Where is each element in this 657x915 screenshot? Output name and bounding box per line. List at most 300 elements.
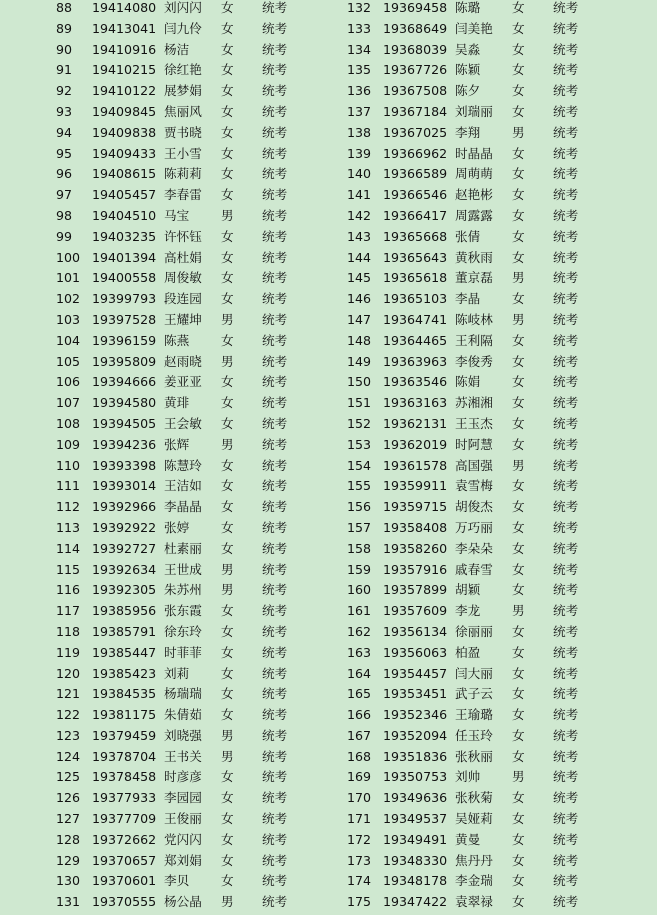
student-sex: 男 <box>512 769 525 785</box>
admission-type: 统考 <box>553 623 579 639</box>
student-id: 19395809 <box>92 353 157 369</box>
student-id: 19357899 <box>383 582 448 598</box>
row-number: 167 <box>347 727 372 743</box>
student-name: 袁雪梅 <box>455 478 493 494</box>
admission-type: 统考 <box>262 83 288 99</box>
student-sex: 男 <box>512 124 525 140</box>
student-sex: 女 <box>512 103 525 119</box>
admission-type: 统考 <box>262 665 288 681</box>
student-name: 张婷 <box>164 519 190 535</box>
student-sex: 女 <box>221 478 234 494</box>
student-id: 19377933 <box>92 790 157 806</box>
admission-type: 统考 <box>262 436 288 452</box>
row-number: 130 <box>56 873 81 889</box>
student-sex: 女 <box>221 519 234 535</box>
student-name: 张辉 <box>164 436 190 452</box>
student-sex: 女 <box>512 894 525 910</box>
student-name: 黄琲 <box>164 395 190 411</box>
admission-type: 统考 <box>553 291 579 307</box>
student-sex: 女 <box>512 166 525 182</box>
student-id: 19361578 <box>383 457 448 473</box>
student-name: 马宝 <box>164 207 190 223</box>
student-id: 19365643 <box>383 249 448 265</box>
student-sex: 女 <box>512 415 525 431</box>
student-sex: 女 <box>221 499 234 515</box>
row-number: 120 <box>56 665 81 681</box>
admission-type: 统考 <box>262 249 288 265</box>
student-name: 张倩 <box>455 228 481 244</box>
student-name: 李贝 <box>164 873 190 889</box>
admission-type: 统考 <box>262 187 288 203</box>
student-name: 姜亚亚 <box>164 374 202 390</box>
student-name: 王玉杰 <box>455 415 493 431</box>
student-id: 19393398 <box>92 457 157 473</box>
student-id: 19366417 <box>383 207 448 223</box>
admission-type: 统考 <box>553 311 579 327</box>
student-sex: 女 <box>221 124 234 140</box>
student-sex: 男 <box>221 353 234 369</box>
student-sex: 男 <box>512 603 525 619</box>
student-sex: 女 <box>221 644 234 660</box>
student-id: 19353451 <box>383 686 448 702</box>
student-name: 刘晓强 <box>164 727 202 743</box>
row-number: 118 <box>56 623 81 639</box>
row-number: 160 <box>347 582 372 598</box>
row-number: 121 <box>56 686 81 702</box>
admission-type: 统考 <box>553 748 579 764</box>
admission-type: 统考 <box>553 873 579 889</box>
row-number: 90 <box>56 41 73 57</box>
row-number: 112 <box>56 499 81 515</box>
student-name: 时阿慧 <box>455 436 493 452</box>
student-name: 闫大丽 <box>455 665 493 681</box>
student-id: 19385956 <box>92 603 157 619</box>
student-sex: 女 <box>512 873 525 889</box>
admission-type: 统考 <box>553 665 579 681</box>
student-id: 19367726 <box>383 62 448 78</box>
admission-type: 统考 <box>553 519 579 535</box>
admission-type: 统考 <box>553 103 579 119</box>
admission-type: 统考 <box>553 353 579 369</box>
student-id: 19392727 <box>92 540 157 556</box>
student-name: 王洁如 <box>164 478 202 494</box>
admission-type: 统考 <box>262 124 288 140</box>
admission-type: 统考 <box>262 540 288 556</box>
student-sex: 男 <box>221 561 234 577</box>
student-sex: 女 <box>512 748 525 764</box>
student-name: 刘闪闪 <box>164 0 202 15</box>
student-sex: 女 <box>512 790 525 806</box>
student-id: 19349636 <box>383 790 448 806</box>
student-id: 19365618 <box>383 270 448 286</box>
student-id: 19409433 <box>92 145 157 161</box>
admission-type: 统考 <box>553 707 579 723</box>
admission-type: 统考 <box>553 83 579 99</box>
student-id: 19350753 <box>383 769 448 785</box>
student-id: 19394505 <box>92 415 157 431</box>
row-number: 123 <box>56 727 81 743</box>
row-number: 93 <box>56 103 73 119</box>
student-name: 周俊敏 <box>164 270 202 286</box>
student-id: 19397528 <box>92 311 157 327</box>
student-id: 19392922 <box>92 519 157 535</box>
student-id: 19356134 <box>383 623 448 639</box>
student-sex: 女 <box>512 686 525 702</box>
student-name: 黄秋雨 <box>455 249 493 265</box>
admission-type: 统考 <box>553 145 579 161</box>
student-name: 王书关 <box>164 748 202 764</box>
row-number: 134 <box>347 41 372 57</box>
student-sex: 女 <box>221 395 234 411</box>
student-id: 19363163 <box>383 395 448 411</box>
student-name: 闫九伶 <box>164 20 202 36</box>
admission-type: 统考 <box>262 0 288 15</box>
student-name: 周露露 <box>455 207 493 223</box>
student-name: 王瑜璐 <box>455 707 493 723</box>
student-sex: 女 <box>512 811 525 827</box>
admission-type: 统考 <box>553 686 579 702</box>
student-id: 19393014 <box>92 478 157 494</box>
student-sex: 女 <box>512 644 525 660</box>
row-number: 132 <box>347 0 372 15</box>
student-id: 19400558 <box>92 270 157 286</box>
admission-type: 统考 <box>553 166 579 182</box>
admission-type: 统考 <box>262 415 288 431</box>
student-sex: 女 <box>221 0 234 15</box>
admission-type: 统考 <box>553 582 579 598</box>
student-id: 19357609 <box>383 603 448 619</box>
student-sex: 女 <box>512 623 525 639</box>
row-number: 128 <box>56 831 81 847</box>
student-sex: 女 <box>512 395 525 411</box>
student-id: 19394236 <box>92 436 157 452</box>
student-name: 许怀钰 <box>164 228 202 244</box>
student-name: 董京磊 <box>455 270 493 286</box>
admission-type: 统考 <box>262 145 288 161</box>
student-name: 赵雨晓 <box>164 353 202 369</box>
student-name: 陈燕 <box>164 332 190 348</box>
row-number: 91 <box>56 62 73 78</box>
row-number: 126 <box>56 790 81 806</box>
admission-type: 统考 <box>553 852 579 868</box>
student-id: 19405457 <box>92 187 157 203</box>
student-sex: 男 <box>512 457 525 473</box>
student-id: 19414080 <box>92 0 157 15</box>
student-name: 高国强 <box>455 457 493 473</box>
student-sex: 女 <box>512 374 525 390</box>
row-number: 133 <box>347 20 372 36</box>
student-name: 王小雪 <box>164 145 202 161</box>
row-number: 115 <box>56 561 81 577</box>
row-number: 116 <box>56 582 81 598</box>
student-id: 19358260 <box>383 540 448 556</box>
row-number: 161 <box>347 603 372 619</box>
student-sex: 女 <box>512 145 525 161</box>
row-number: 145 <box>347 270 372 286</box>
admission-type: 统考 <box>262 291 288 307</box>
row-number: 159 <box>347 561 372 577</box>
student-sex: 男 <box>221 436 234 452</box>
admission-type: 统考 <box>262 62 288 78</box>
admission-type: 统考 <box>553 540 579 556</box>
student-id: 19349537 <box>383 811 448 827</box>
row-number: 106 <box>56 374 81 390</box>
student-name: 苏湘湘 <box>455 395 493 411</box>
row-number: 140 <box>347 166 372 182</box>
student-sex: 女 <box>512 478 525 494</box>
row-number: 101 <box>56 270 81 286</box>
admission-type: 统考 <box>553 41 579 57</box>
student-id: 19363546 <box>383 374 448 390</box>
student-id: 19408615 <box>92 166 157 182</box>
row-number: 155 <box>347 478 372 494</box>
row-number: 107 <box>56 395 81 411</box>
student-id: 19403235 <box>92 228 157 244</box>
row-number: 146 <box>347 291 372 307</box>
student-id: 19410916 <box>92 41 157 57</box>
admission-type: 统考 <box>262 831 288 847</box>
admission-type: 统考 <box>262 478 288 494</box>
student-id: 19351836 <box>383 748 448 764</box>
student-id: 19396159 <box>92 332 157 348</box>
row-number: 162 <box>347 623 372 639</box>
row-number: 109 <box>56 436 81 452</box>
student-sex: 女 <box>221 166 234 182</box>
student-id: 19359715 <box>383 499 448 515</box>
student-name: 李金瑞 <box>455 873 493 889</box>
row-number: 166 <box>347 707 372 723</box>
admission-type: 统考 <box>553 436 579 452</box>
row-number: 94 <box>56 124 73 140</box>
student-sex: 女 <box>512 852 525 868</box>
student-sex: 女 <box>221 187 234 203</box>
admission-type: 统考 <box>262 395 288 411</box>
student-name: 张秋丽 <box>455 748 493 764</box>
admission-type: 统考 <box>553 769 579 785</box>
row-number: 151 <box>347 395 372 411</box>
student-id: 19358408 <box>383 519 448 535</box>
row-number: 175 <box>347 894 372 910</box>
student-sex: 女 <box>221 790 234 806</box>
row-number: 144 <box>347 249 372 265</box>
admission-type: 统考 <box>262 790 288 806</box>
student-name: 黄曼 <box>455 831 481 847</box>
student-sex: 女 <box>512 707 525 723</box>
student-sex: 女 <box>512 291 525 307</box>
student-name: 吴淼 <box>455 41 481 57</box>
student-sex: 女 <box>221 623 234 639</box>
student-name: 贾书晓 <box>164 124 202 140</box>
row-number: 154 <box>347 457 372 473</box>
admission-type: 统考 <box>553 499 579 515</box>
row-number: 89 <box>56 20 73 36</box>
row-number: 100 <box>56 249 81 265</box>
student-sex: 女 <box>221 291 234 307</box>
admission-type: 统考 <box>553 207 579 223</box>
student-name: 李俊秀 <box>455 353 493 369</box>
admission-type: 统考 <box>262 603 288 619</box>
row-number: 97 <box>56 187 73 203</box>
student-id: 19347422 <box>383 894 448 910</box>
admission-type: 统考 <box>553 811 579 827</box>
student-id: 19394666 <box>92 374 157 390</box>
student-name: 袁翠禄 <box>455 894 493 910</box>
admission-type: 统考 <box>553 374 579 390</box>
student-sex: 男 <box>221 207 234 223</box>
student-sex: 女 <box>221 603 234 619</box>
admission-type: 统考 <box>262 332 288 348</box>
student-sex: 女 <box>512 83 525 99</box>
student-name: 郑刘娟 <box>164 852 202 868</box>
student-id: 19366962 <box>383 145 448 161</box>
student-id: 19352094 <box>383 727 448 743</box>
row-number: 148 <box>347 332 372 348</box>
row-number: 172 <box>347 831 372 847</box>
admission-type: 统考 <box>262 374 288 390</box>
row-number: 171 <box>347 811 372 827</box>
student-sex: 女 <box>221 415 234 431</box>
student-name: 李春雷 <box>164 187 202 203</box>
admission-type: 统考 <box>553 831 579 847</box>
row-number: 164 <box>347 665 372 681</box>
admission-type: 统考 <box>262 166 288 182</box>
student-name: 陈璐 <box>455 0 481 15</box>
student-id: 19385423 <box>92 665 157 681</box>
student-id: 19404510 <box>92 207 157 223</box>
admission-type: 统考 <box>262 686 288 702</box>
row-number: 153 <box>347 436 372 452</box>
row-number: 122 <box>56 707 81 723</box>
student-id: 19369458 <box>383 0 448 15</box>
student-name: 刘莉 <box>164 665 190 681</box>
student-sex: 女 <box>512 41 525 57</box>
student-sex: 女 <box>512 332 525 348</box>
student-sex: 女 <box>221 62 234 78</box>
row-number: 110 <box>56 457 81 473</box>
student-name: 徐丽丽 <box>455 623 493 639</box>
student-id: 19348178 <box>383 873 448 889</box>
student-sex: 女 <box>512 561 525 577</box>
row-number: 125 <box>56 769 81 785</box>
admission-type: 统考 <box>262 519 288 535</box>
student-id: 19348330 <box>383 852 448 868</box>
student-name: 陈夕 <box>455 83 481 99</box>
admission-type: 统考 <box>553 395 579 411</box>
student-sex: 女 <box>221 228 234 244</box>
admission-type: 统考 <box>262 852 288 868</box>
student-sex: 女 <box>221 249 234 265</box>
student-sex: 女 <box>221 811 234 827</box>
row-number: 129 <box>56 852 81 868</box>
student-sex: 女 <box>221 83 234 99</box>
row-number: 135 <box>347 62 372 78</box>
student-id: 19368649 <box>383 20 448 36</box>
student-id: 19359911 <box>383 478 448 494</box>
student-id: 19370601 <box>92 873 157 889</box>
student-id: 19366589 <box>383 166 448 182</box>
row-number: 98 <box>56 207 73 223</box>
row-number: 99 <box>56 228 73 244</box>
student-id: 19385447 <box>92 644 157 660</box>
row-number: 136 <box>347 83 372 99</box>
student-name: 张东霞 <box>164 603 202 619</box>
student-name: 赵艳彬 <box>455 187 493 203</box>
admission-type: 统考 <box>262 748 288 764</box>
student-name: 陈慧玲 <box>164 457 202 473</box>
row-number: 102 <box>56 291 81 307</box>
row-number: 157 <box>347 519 372 535</box>
student-name: 徐红艳 <box>164 62 202 78</box>
student-name: 王会敏 <box>164 415 202 431</box>
student-name: 王世成 <box>164 561 202 577</box>
row-number: 174 <box>347 873 372 889</box>
admission-type: 统考 <box>553 249 579 265</box>
admission-type: 统考 <box>262 894 288 910</box>
student-sex: 女 <box>512 249 525 265</box>
student-name: 杨公晶 <box>164 894 202 910</box>
student-id: 19363963 <box>383 353 448 369</box>
student-name: 万巧丽 <box>455 519 493 535</box>
student-name: 胡俊杰 <box>455 499 493 515</box>
student-sex: 女 <box>221 873 234 889</box>
student-id: 19367508 <box>383 83 448 99</box>
student-id: 19362019 <box>383 436 448 452</box>
admission-type: 统考 <box>262 769 288 785</box>
student-id: 19356063 <box>383 644 448 660</box>
student-name: 时晶晶 <box>455 145 493 161</box>
admission-type: 统考 <box>262 311 288 327</box>
admission-type: 统考 <box>553 644 579 660</box>
admission-type: 统考 <box>553 20 579 36</box>
student-sex: 女 <box>221 831 234 847</box>
row-number: 108 <box>56 415 81 431</box>
student-sex: 女 <box>221 457 234 473</box>
student-id: 19399793 <box>92 291 157 307</box>
student-id: 19367184 <box>383 103 448 119</box>
row-number: 168 <box>347 748 372 764</box>
student-sex: 女 <box>512 540 525 556</box>
student-id: 19367025 <box>383 124 448 140</box>
student-name: 时菲菲 <box>164 644 202 660</box>
row-number: 96 <box>56 166 73 182</box>
admission-type: 统考 <box>262 270 288 286</box>
student-id: 19381175 <box>92 707 157 723</box>
student-sex: 女 <box>512 228 525 244</box>
student-id: 19392634 <box>92 561 157 577</box>
student-name: 杨洁 <box>164 41 190 57</box>
student-id: 19352346 <box>383 707 448 723</box>
student-name: 李晶晶 <box>164 499 202 515</box>
admission-type: 统考 <box>262 207 288 223</box>
student-sex: 女 <box>512 207 525 223</box>
admission-type: 统考 <box>553 62 579 78</box>
student-name: 高杜娟 <box>164 249 202 265</box>
row-number: 143 <box>347 228 372 244</box>
student-name: 刘帅 <box>455 769 481 785</box>
row-number: 165 <box>347 686 372 702</box>
student-name: 陈颖 <box>455 62 481 78</box>
student-id: 19370657 <box>92 852 157 868</box>
student-name: 朱倩茹 <box>164 707 202 723</box>
student-id: 19394580 <box>92 395 157 411</box>
student-id: 19364741 <box>383 311 448 327</box>
student-id: 19357916 <box>383 561 448 577</box>
admission-type: 统考 <box>553 332 579 348</box>
student-sex: 女 <box>512 582 525 598</box>
student-id: 19370555 <box>92 894 157 910</box>
admission-type: 统考 <box>262 811 288 827</box>
student-id: 19401394 <box>92 249 157 265</box>
